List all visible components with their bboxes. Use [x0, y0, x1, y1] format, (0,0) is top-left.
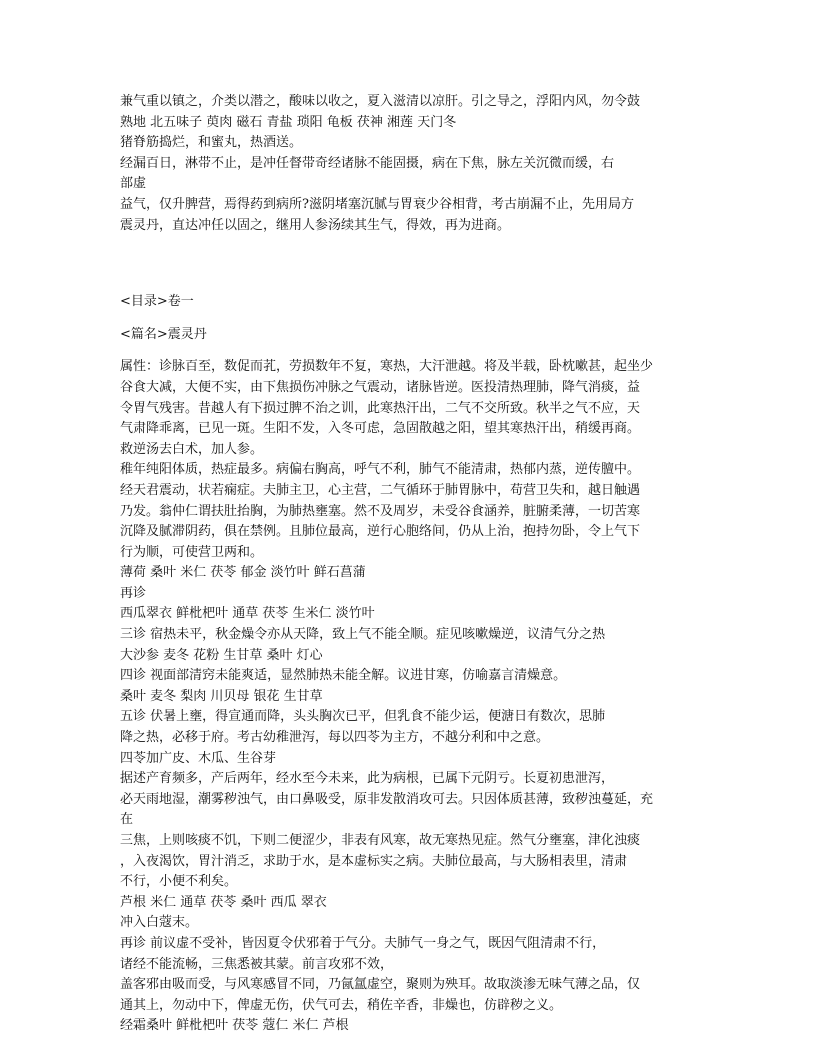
- text-line: 三焦，上则咳痰不饥，下则二便涩少，非表有风寒，故无寒热见症。然气分壅塞，津化浊痰: [120, 833, 641, 848]
- text-line: 三诊 宿热未平，秋金燥令亦从天降，致上气不能全顺。症见咳嗽燥逆，议清气分之热: [120, 627, 606, 643]
- text-line: 通其上，勿动中下，俾虚无伤，伏气可去，稍佐辛香，非燥也，仿辟秽之义。: [120, 997, 563, 1013]
- text-line: 冲入白蔻末。: [120, 915, 199, 931]
- text-line: 经漏百日，淋带不止，是冲任督带奇经诸脉不能固摄，病在下焦，脉左关沉微而缓，右: [120, 155, 615, 171]
- text-line: 经霜桑叶 鲜枇杷叶 茯苓 蔻仁 米仁 芦根: [120, 1018, 349, 1034]
- text-line: 乃发。翁仲仁谓扶肚抬胸，为肺热壅塞。然不及周岁，未受谷食涵养，脏腑柔薄，一切苦寒: [120, 503, 641, 519]
- text-line: 经天君震动，状若痫症。夫肺主卫，心主营，二气循环于肺胃脉中，苟营卫失和，越日触遇: [120, 482, 641, 498]
- text-line: 盖客邪由吸而受，与风寒感冒不同，乃氤氲虚空，聚则为殃耳。故取淡渗无味气薄之品，仅: [120, 977, 641, 993]
- text-line: 震灵丹，直达冲任以固之，继用人参汤续其生气，得效，再为进商。: [120, 217, 511, 233]
- text-line: 谷食大减，大便不实，由下焦损伤冲脉之气震动，诸脉皆逆。医投清热理肺，降气消痰，益: [120, 379, 641, 395]
- text-line: 气肃降乖离，已见一斑。生阳不发，入冬可虑，急固散越之阳，望其寒热汗出，稍缓再商。: [120, 421, 641, 437]
- text-line: 薄荷 桑叶 米仁 茯苓 郁金 淡竹叶 鲜石菖蒲: [120, 565, 366, 581]
- text-line: 再诊 前议虚不受补，皆因夏令伏邪着于气分。夫肺气一身之气，既因气阻清肃不行，: [120, 935, 606, 951]
- document-page: [120, 92, 700, 1037]
- text-line: 不行，小便不利矣。: [120, 874, 238, 890]
- text-line: 兼气重以镇之，介类以潜之，酸味以收之，夏入滋清以凉肝。引之导之，浮阳内风，勿令鼓: [120, 94, 641, 109]
- spacer: [120, 236, 700, 292]
- text-line: 芦根 米仁 通草 茯苓 桑叶 西瓜 翠衣: [120, 894, 327, 910]
- text-line: 益气，仅升脾营，焉得药到病所?滋阴堵塞沉腻与胃衰少谷相背，考古崩漏不止，先用局方: [120, 196, 634, 212]
- text-line: 降之热，必移于府。考古幼稚泄泻，每以四苓为主方，不越分利和中之意。: [120, 730, 550, 746]
- text-line: 诸经不能流畅，三焦悉被其蒙。前言攻邪不效，: [120, 956, 394, 972]
- text-line: 西瓜翠衣 鲜枇杷叶 通草 茯苓 生米仁 淡竹叶: [120, 606, 375, 622]
- text-line: 必天雨地湿，潮雾秽浊气，由口鼻吸受，原非发散消攻可去。只因体质甚薄，致秽浊蔓延，充: [120, 791, 654, 807]
- text-line: 据述产育频多，产后两年，经水至今未来，此为病根，已属下元阴亏。长夏初患泄泻，: [120, 771, 615, 787]
- text-line: 五诊 伏暑上壅，得宣通而降，头头胸次已平，但乳食不能少运，便溏日有数次，思肺: [120, 709, 606, 725]
- text-line: 桑叶 麦冬 梨肉 川贝母 银花 生甘草: [120, 688, 323, 704]
- text-line: 属性：诊脉百至，数促而芤，劳损数年不复，寒热，大汗泄越。将及半载，卧枕嗽甚，起坐少: [120, 359, 654, 375]
- text-line: 再诊: [120, 585, 147, 601]
- text-line: 令胃气残害。昔越人有下损过脾不治之训，此寒热汗出，二气不交所致。秋半之气不应，天: [120, 400, 641, 416]
- text-block-top: [120, 92, 700, 236]
- text-line: 在: [120, 812, 134, 828]
- text-line: 大沙参 麦冬 花粉 生甘草 桑叶 灯心: [120, 647, 323, 663]
- text-block-body: [120, 357, 700, 1037]
- text-line: 部虚: [120, 176, 147, 192]
- spacer: [120, 313, 700, 325]
- toc-heading: <目录>卷一: [120, 294, 194, 310]
- text-line: 沉降及腻滞阴药，俱在禁例。且肺位最高，逆行心胞络间，仍从上治，抱持勿卧，令上气下: [120, 524, 641, 540]
- spacer: [120, 345, 700, 357]
- text-line: 行为顺，可使营卫两和。: [120, 544, 264, 560]
- text-line: 四诊 视面部清窍未能爽适，显然肺热未能全解。议进甘寒，仿喻嘉言清燥意。: [120, 668, 567, 684]
- chapter-title: <篇名>震灵丹: [120, 326, 207, 342]
- text-line: 稚年纯阳体质，热症最多。病偏右胸高，呼气不利，肺气不能清肃，热郁内蒸，逆传膻中。: [120, 462, 641, 478]
- text-line: 四苓加广皮、木瓜、生谷芽: [120, 750, 277, 766]
- text-line: 熟地 北五味子 萸肉 磁石 青盐 琐阳 龟板 茯神 湘莲 天门冬: [120, 114, 457, 130]
- text-line: ，入夜渴饮，胃汁消乏，求助于水，是本虚标实之病。夫肺位最高，与大肠相表里，清肃: [120, 853, 628, 869]
- text-line: 救逆汤去白术，加人参。: [120, 441, 264, 457]
- text-line: 猪脊筋捣烂，和蜜丸，热酒送。: [120, 135, 303, 151]
